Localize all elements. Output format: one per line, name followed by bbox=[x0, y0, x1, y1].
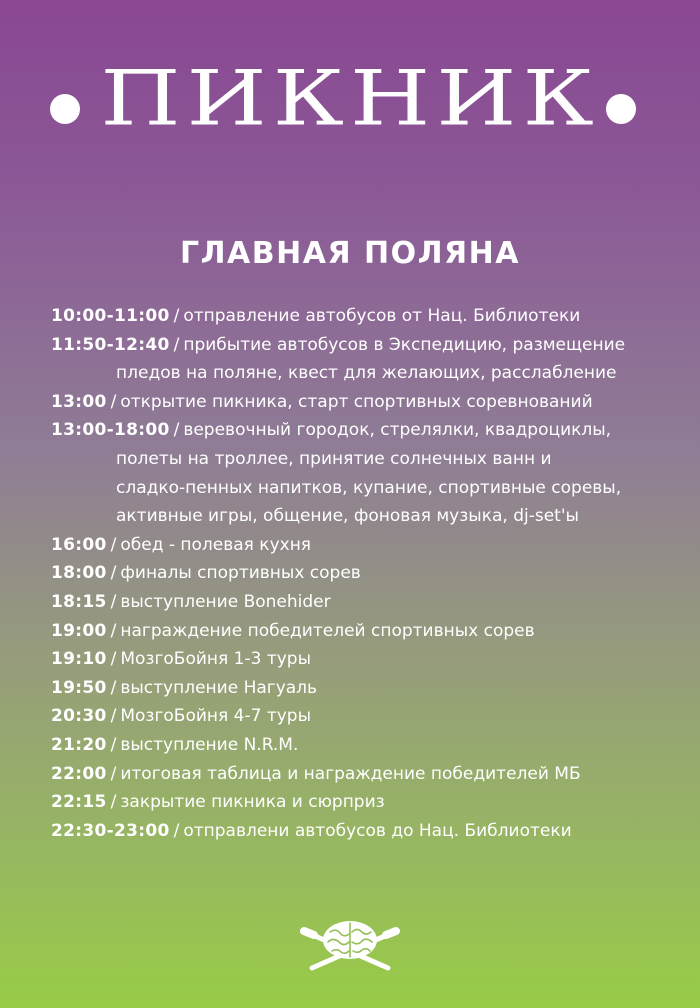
schedule-line bbox=[51, 335, 625, 355]
schedule-description: финалы спортивных сорев bbox=[120, 563, 361, 584]
schedule-line bbox=[51, 621, 535, 641]
schedule-separator: / bbox=[110, 391, 117, 412]
schedule-description: итоговая таблица и награждение победителей МБ bbox=[120, 763, 581, 784]
schedule-line bbox=[51, 306, 580, 326]
schedule-time: 19:10 bbox=[51, 649, 107, 670]
schedule-item bbox=[51, 559, 671, 588]
schedule-item bbox=[51, 731, 671, 760]
schedule-separator: / bbox=[110, 563, 117, 584]
schedule-description: обед - полевая кухня bbox=[120, 534, 312, 555]
schedule-description: МозгоБойня 4-7 туры bbox=[120, 706, 312, 727]
brain-bats-logo-icon bbox=[300, 910, 400, 974]
schedule-description: награждение победителей спортивных сорев bbox=[120, 620, 535, 641]
schedule-time: 18:15 bbox=[51, 591, 107, 612]
schedule-separator: / bbox=[110, 534, 117, 555]
schedule-description-continued: сладко-пенных напитков, купание, спортивные соревы, bbox=[116, 477, 622, 498]
schedule-line bbox=[51, 592, 331, 612]
schedule-line bbox=[51, 764, 581, 784]
schedule-time: 21:20 bbox=[51, 734, 107, 755]
schedule-item bbox=[51, 331, 671, 388]
schedule-item bbox=[51, 702, 671, 731]
section-title: ГЛАВНАЯ ПОЛЯНА bbox=[180, 236, 520, 271]
schedule-time: 18:00 bbox=[51, 563, 107, 584]
title-row bbox=[0, 54, 700, 152]
schedule-line bbox=[51, 678, 317, 698]
schedule-separator: / bbox=[110, 734, 117, 755]
schedule-separator: / bbox=[173, 334, 180, 355]
schedule-time: 10:00-11:00 bbox=[51, 306, 170, 326]
schedule-line bbox=[51, 706, 311, 726]
schedule-item bbox=[51, 817, 671, 846]
schedule-separator: / bbox=[110, 649, 117, 670]
schedule-description: открытие пикника, старт спортивных соревнований bbox=[120, 391, 593, 412]
dot-icon bbox=[606, 94, 636, 124]
schedule-line bbox=[51, 420, 611, 440]
page-title: ПИКНИК bbox=[100, 54, 600, 143]
schedule-description: выступление Нагуаль bbox=[120, 677, 318, 698]
schedule-line bbox=[51, 821, 572, 841]
schedule-time: 13:00-18:00 bbox=[51, 420, 170, 441]
schedule-line bbox=[51, 535, 311, 555]
schedule-description: закрытие пикника и сюрприз bbox=[120, 792, 385, 813]
schedule-description: выступление Bonehider bbox=[120, 591, 331, 612]
schedule-item bbox=[51, 388, 671, 417]
schedule-description: отправление автобусов от Нац. Библиотеки bbox=[183, 306, 581, 326]
schedule-description: отправлени автобусов до Нац. Библиотеки bbox=[183, 820, 572, 841]
schedule-line bbox=[51, 792, 385, 812]
schedule-line bbox=[51, 649, 311, 669]
schedule-line bbox=[51, 392, 593, 412]
schedule-time: 22:30-23:00 bbox=[51, 820, 170, 841]
schedule-item bbox=[51, 588, 671, 617]
schedule-item bbox=[51, 674, 671, 703]
schedule-separator: / bbox=[110, 792, 117, 813]
schedule-line bbox=[51, 735, 298, 755]
schedule-item bbox=[51, 760, 671, 789]
schedule-item bbox=[51, 531, 671, 560]
schedule-description: прибытие автобусов в Экспедицию, размещение bbox=[183, 334, 626, 355]
schedule-time: 19:50 bbox=[51, 677, 107, 698]
schedule-time: 13:00 bbox=[51, 391, 107, 412]
schedule-description-continued: пледов на поляне, квест для желающих, расслабление bbox=[116, 363, 617, 384]
schedule-item bbox=[51, 302, 671, 331]
schedule-separator: / bbox=[173, 306, 180, 326]
schedule-separator: / bbox=[110, 620, 117, 641]
schedule-time: 20:30 bbox=[51, 706, 107, 727]
schedule-time: 19:00 bbox=[51, 620, 107, 641]
schedule-separator: / bbox=[110, 763, 117, 784]
schedule-list bbox=[51, 302, 671, 845]
schedule-description: выступление N.R.M. bbox=[120, 734, 299, 755]
schedule-separator: / bbox=[110, 677, 117, 698]
schedule-description-continued: полеты на троллее, принятие солнечных ванн и bbox=[116, 448, 552, 469]
schedule-time: 22:15 bbox=[51, 792, 107, 813]
schedule-item bbox=[51, 645, 671, 674]
schedule-separator: / bbox=[173, 820, 180, 841]
schedule-time: 16:00 bbox=[51, 534, 107, 555]
schedule-separator: / bbox=[110, 591, 117, 612]
schedule-line bbox=[51, 563, 361, 583]
schedule-item bbox=[51, 416, 671, 530]
schedule-description: МозгоБойня 1-3 туры bbox=[120, 649, 312, 670]
schedule-time: 11:50-12:40 bbox=[51, 334, 170, 355]
schedule-separator: / bbox=[110, 706, 117, 727]
schedule-item bbox=[51, 617, 671, 646]
schedule-item bbox=[51, 788, 671, 817]
schedule-time: 22:00 bbox=[51, 763, 107, 784]
schedule-description: веревочный городок, стрелялки, квадроциклы, bbox=[183, 420, 612, 441]
schedule-description-continued: активные игры, общение, фоновая музыка, dj-set'ы bbox=[116, 506, 579, 527]
schedule-separator: / bbox=[173, 420, 180, 441]
